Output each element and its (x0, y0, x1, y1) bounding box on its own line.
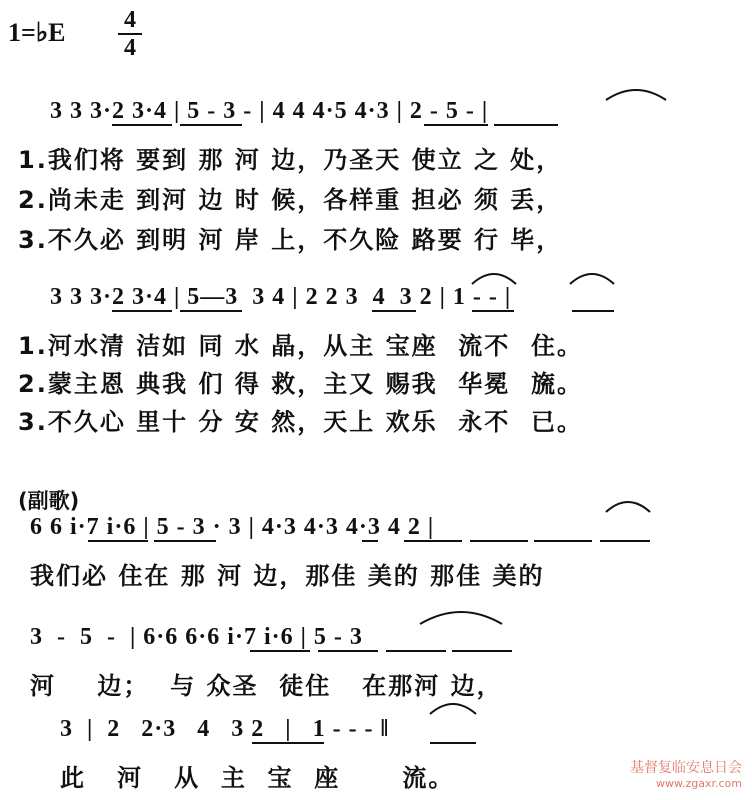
system-1-notes: 3 3 3·2 3·4 | 5 - 3 - | 4 4 4·5 4·3 | 2 - 5 - | (50, 98, 489, 124)
system-3-lyrics: 我们必 住在 那 河 边，那佳 美的 那佳 美的 (30, 562, 545, 590)
tie-slur (418, 606, 504, 626)
beat-underline (600, 540, 650, 542)
beat-underline (472, 310, 514, 312)
system-5-notes: 3 | 2 2·3 4 3 2 | 1 - - - ‖ (60, 716, 390, 742)
beat-underline (250, 650, 310, 652)
beat-underline (112, 310, 172, 312)
beat-underline (430, 742, 476, 744)
beat-underline (180, 310, 242, 312)
beat-underline (362, 540, 378, 542)
system-2-verse-3: 3.不久心 里十 分 安 然，天上 欢乐 永不 已。 (18, 408, 584, 436)
beat-underline (252, 742, 324, 744)
watermark (630, 757, 742, 790)
tie-slur (470, 268, 518, 286)
system-4-notes: 3 - 5 - | 6·6 6·6 i·7 i·6 | 5 - 3 (30, 624, 363, 650)
beat-underline (534, 540, 592, 542)
system-1-verse-1: 1.我们将 要到 那 河 边，乃圣天 使立 之 处， (18, 146, 563, 174)
tie-slur (604, 496, 652, 514)
beat-underline (452, 650, 512, 652)
meter-bottom: 4 (124, 35, 136, 61)
beat-underline (494, 124, 558, 126)
system-2-verse-2: 2.蒙主恩 典我 们 得 救，主又 赐我 华冕 旒。 (18, 370, 584, 398)
beat-underline (88, 540, 148, 542)
beat-underline (154, 540, 216, 542)
system-1-verse-3: 3.不久必 到明 河 岸 上，不久险 路要 行 毕， (18, 226, 563, 254)
time-signature (118, 8, 142, 60)
beat-underline (424, 124, 488, 126)
system-1-verse-2: 2.尚未走 到河 边 时 候，各样重 担必 须 丢， (18, 186, 563, 214)
beat-underline (318, 650, 378, 652)
system-2-verse-1: 1.河水清 洁如 同 水 晶，从主 宝座 流不 住。 (18, 332, 584, 360)
system-2-notes: 3 3 3·2 3·4 | 5—3 3 4 | 2 2 3 4 3 2 | 1 - - | (50, 284, 512, 310)
system-3-notes: 6 6 i·7 i·6 | 5 - 3 · 3 | 4·3 4·3 4·3 4 2 | (30, 514, 435, 540)
key-signature: 1=♭E (8, 18, 66, 47)
chorus-label: (副歌) (18, 489, 80, 513)
beat-underline (372, 310, 416, 312)
watermark-name: 基督复临安息日会 (630, 760, 742, 776)
tie-slur (428, 698, 478, 716)
beat-underline (404, 540, 462, 542)
beat-underline (386, 650, 446, 652)
watermark-url: www.zgaxr.com (656, 777, 742, 790)
system-5-lyrics: 此 河 从 主 宝 座 流。 (60, 764, 455, 792)
tie-slur (568, 268, 616, 286)
system-4-lyrics: 河 边； 与 众圣 徒住 在那河 边， (30, 672, 503, 700)
beat-underline (470, 540, 528, 542)
tie-slur (604, 84, 668, 102)
beat-underline (572, 310, 614, 312)
meter-top: 4 (124, 7, 136, 33)
beat-underline (180, 124, 242, 126)
beat-underline (112, 124, 172, 126)
